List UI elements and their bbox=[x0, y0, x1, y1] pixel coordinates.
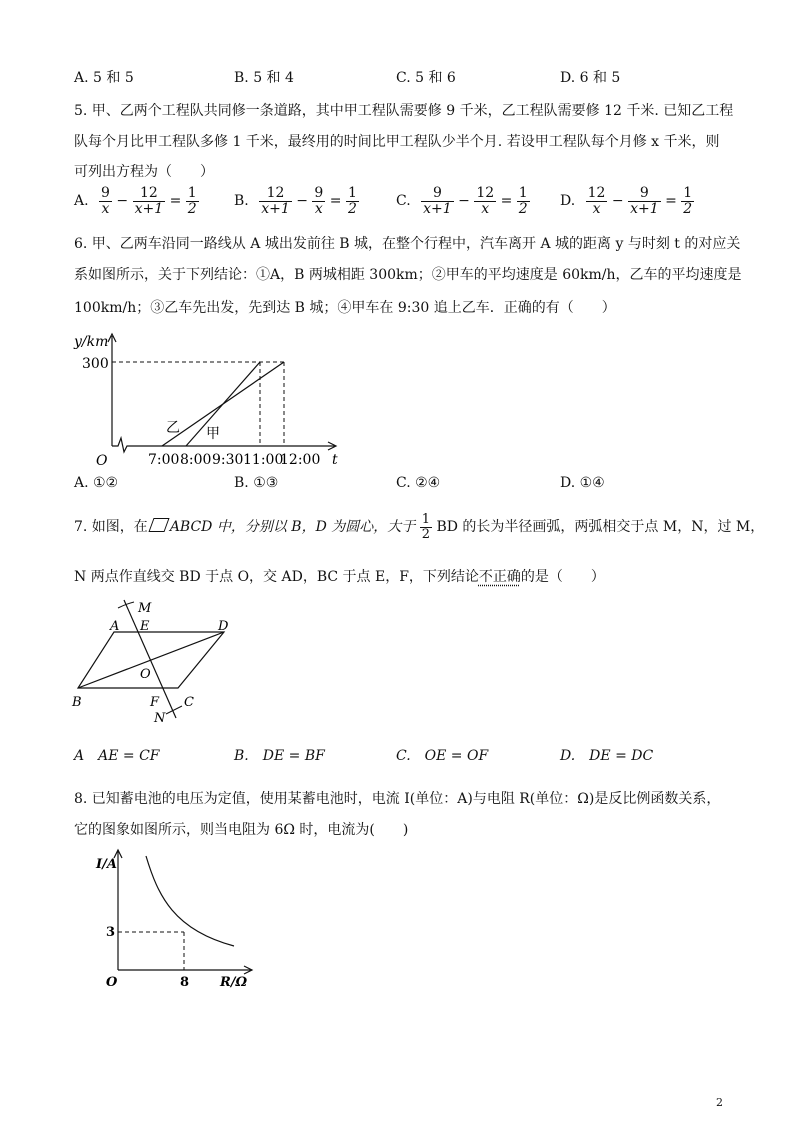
q5-option-d: D. $\frac{12}{x}$ − $\frac{9}{x+1}$ = $\frac{1}{2}$ bbox=[560, 185, 693, 217]
q5-option-a: A. $\frac{9}{x}$ − $\frac{12}{x+1}$ = $\frac{1}{2}$ bbox=[74, 185, 197, 217]
q6-line2: 系如图所示，关于下列结论：①A，B 两城相距 300km；②甲车的平均速度是 60km/h，乙车的平均速度是 bbox=[74, 267, 742, 283]
q5-frac-1: $\frac{12}{x+1}$ bbox=[261, 185, 290, 217]
q7-label-a: A bbox=[110, 619, 120, 634]
q7-line2-b: 的是（ ） bbox=[520, 569, 605, 585]
q5-frac-rhs: $\frac{1}{2}$ bbox=[347, 185, 357, 217]
q7-label-c: C bbox=[184, 695, 194, 710]
q5-frac-1: $\frac{12}{x}$ bbox=[587, 185, 606, 217]
q6-x-tick-1100: 11:00 bbox=[243, 452, 284, 468]
q6-option-c: C. ②④ bbox=[396, 475, 441, 491]
q7-line2 bbox=[74, 566, 605, 586]
q5-frac-rhs: $\frac{1}{2}$ bbox=[187, 185, 197, 217]
q8-x-tick-8: 8 bbox=[180, 975, 190, 990]
q7-option-d: D. DE = DC bbox=[560, 748, 654, 764]
q5-frac-rhs: $\frac{1}{2}$ bbox=[518, 185, 528, 217]
q7-line1-c: BD 的长为半径画弧，两弧相交于点 M，N，过 M， bbox=[436, 519, 765, 535]
q6-x-axis bbox=[112, 438, 335, 452]
q7-line1-b: ABCD 中，分别以 B，D 为圆心，大于 bbox=[169, 519, 416, 535]
q6-line1: 6. 甲、乙两车沿同一路线从 A 城出发前往 B 城，在整个行程中，汽车离开 A 城的距离 y 与时刻 t 的对应关 bbox=[74, 236, 741, 252]
q4-option-a: A. 5 和 5 bbox=[74, 70, 134, 86]
q6-option-a: A. ①② bbox=[74, 475, 119, 491]
q6-x-tick-1200: 12:00 bbox=[280, 452, 321, 468]
q5-frac-2: $\frac{12}{x+1}$ bbox=[134, 185, 164, 217]
q4-option-b: B. 5 和 4 bbox=[234, 70, 294, 86]
q7-line2-a: N 两点作直线交 BD 于点 O，交 AD，BC 于点 E，F，下列结论 bbox=[74, 569, 479, 585]
q5-frac-1: $\frac{9}{x+1}$ bbox=[423, 185, 452, 217]
q5-frac-2: $\frac{12}{x}$ bbox=[476, 185, 495, 217]
q8-origin: O bbox=[106, 975, 118, 990]
q7-frac-den: 2 bbox=[421, 526, 431, 542]
q7-option-c: C. OE = OF bbox=[396, 748, 489, 764]
q5-frac-2: $\frac{9}{x+1}$ bbox=[630, 185, 659, 217]
q6-option-b: B. ①③ bbox=[234, 475, 279, 491]
q7-half-fraction bbox=[420, 513, 432, 541]
parallelogram-symbol-icon bbox=[148, 518, 169, 532]
q6-label-yi: 乙 bbox=[166, 420, 180, 436]
q5-line1: 5. 甲、乙两个工程队共同修一条道路，其中甲工程队需要修 9 千米，乙工程队需要修 12 千米. 已知乙工程 bbox=[74, 103, 734, 119]
q6-origin: O bbox=[96, 453, 108, 469]
q5-line3: 可列出方程为（ ） bbox=[74, 164, 214, 180]
q7-label-f: F bbox=[150, 695, 160, 710]
q6-y-label: y/km bbox=[74, 334, 109, 350]
q4-option-c: C. 5 和 6 bbox=[396, 70, 456, 86]
q8-x-label: R/Ω bbox=[220, 975, 248, 990]
q7-emphasis-not-correct: 不正确 bbox=[478, 569, 521, 585]
q6-option-d: D. ①④ bbox=[560, 475, 605, 491]
q6-line-jia bbox=[186, 362, 260, 446]
q5-option-c: C. $\frac{9}{x+1}$ − $\frac{12}{x}$ = $\frac{1}{2}$ bbox=[396, 185, 528, 217]
q7-parallelogram-figure bbox=[66, 592, 246, 734]
q7-arc-m bbox=[118, 602, 134, 608]
q8-y-label: I/A bbox=[96, 857, 117, 872]
q8-inverse-graph bbox=[90, 846, 260, 992]
q6-x-tick-700: 7:00 bbox=[148, 452, 180, 468]
q6-line3: 100km/h；③乙车先出发，先到达 B 城；④甲车在 9:30 追上乙车．正确的有（ ） bbox=[74, 300, 616, 316]
q5-option-b: B. $\frac{12}{x+1}$ − $\frac{9}{x}$ = $\frac{1}{2}$ bbox=[234, 185, 357, 217]
q6-label-jia: 甲 bbox=[206, 426, 220, 442]
page-number: 2 bbox=[716, 1096, 723, 1109]
q5-frac-rhs: $\frac{1}{2}$ bbox=[683, 185, 693, 217]
q7-label-o: O bbox=[140, 667, 151, 682]
q7-line1-a: 7. 如图，在 bbox=[74, 519, 148, 535]
q4-option-d: D. 6 和 5 bbox=[560, 70, 621, 86]
q7-label-n: N bbox=[154, 711, 166, 726]
q8-curve bbox=[146, 856, 234, 946]
q6-x-tick-930: 9:30 bbox=[212, 452, 244, 468]
q7-label-m: M bbox=[138, 601, 152, 616]
q6-x-label: t bbox=[332, 452, 338, 468]
q6-x-tick-800: 8:00 bbox=[180, 452, 212, 468]
q5-line2: 队每个月比甲工程队多修 1 千米，最终用的时间比甲工程队少半个月. 若设甲工程队每个月修 x 千米，则 bbox=[74, 134, 720, 150]
q7-label-e: E bbox=[140, 619, 150, 634]
q8-y-tick-3: 3 bbox=[106, 925, 116, 940]
q7-option-a: A AE = CF bbox=[74, 748, 160, 764]
q5-frac-2: $\frac{9}{x}$ bbox=[314, 185, 324, 217]
q7-label-b: B bbox=[72, 695, 82, 710]
q6-distance-time-graph bbox=[60, 328, 350, 470]
q8-line1: 8. 已知蓄电池的电压为定值，使用某蓄电池时，电流 I(单位：A)与电阻 R(单位：Ω)是反比例函数关系， bbox=[74, 791, 721, 807]
q5-frac-1: $\frac{9}{x}$ bbox=[101, 185, 110, 217]
q7-frac-num: 1 bbox=[421, 511, 431, 527]
q7-option-b: B. DE = BF bbox=[234, 748, 325, 764]
q8-line2: 它的图象如图所示，则当电阻为 6Ω 时，电流为( ) bbox=[74, 822, 409, 838]
q7-label-d: D bbox=[218, 619, 229, 634]
q6-y-tick-300: 300 bbox=[82, 356, 109, 372]
q7-line1 bbox=[74, 512, 764, 542]
